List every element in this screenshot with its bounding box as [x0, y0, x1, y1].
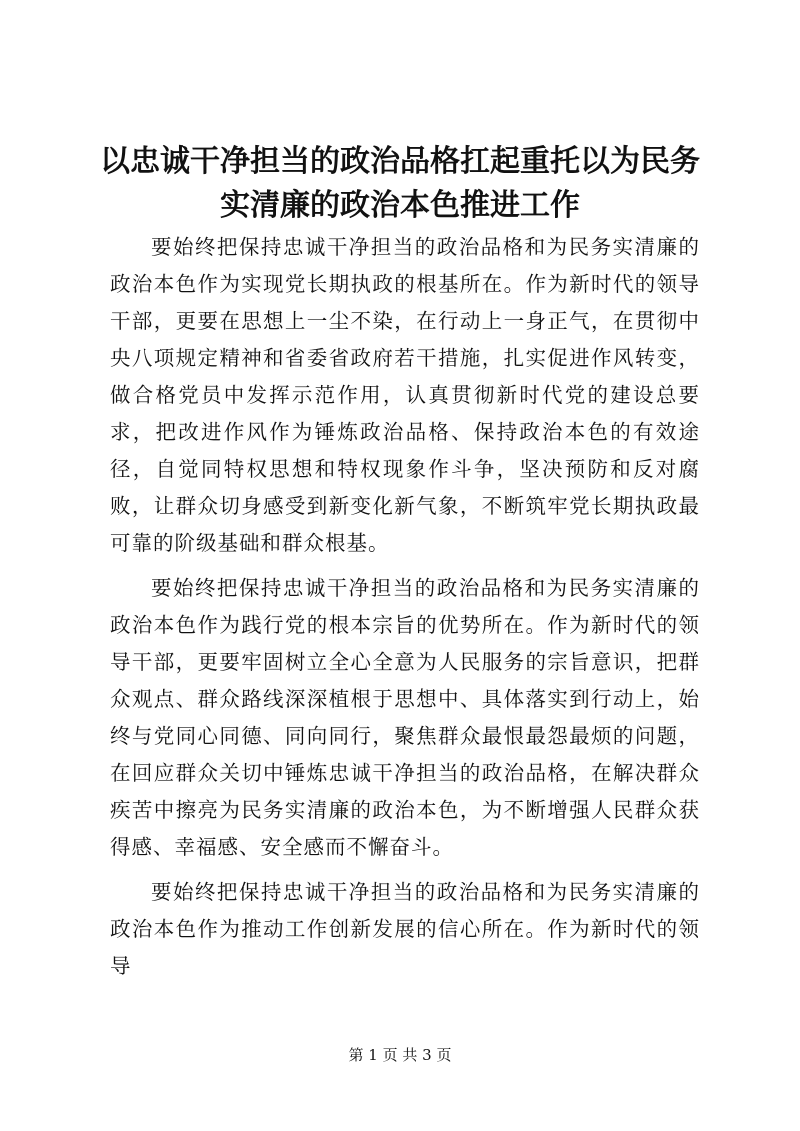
- paragraph-2: 要始终把保持忠诚干净担当的政治品格和为民务实清廉的政治本色作为践行党的根本宗旨的优势所在。作为新时代的领导干部，更要牢固树立全心全意为人民服务的宗旨意识，把群众观点、群众路线深深植根于思想中、具体落实到行动上，始终与党同心同德、同向同行，聚焦群众最恨最怨最烦的问题，在回应群众关切中锤炼忠诚干净担当的政治品格，在解决群众疾苦中擦亮为民务实清廉的政治本色，为不断增强人民群众获得感、幸福感、安全感而不懈奋斗。: [110, 576, 700, 859]
- document-body: [110, 229, 700, 993]
- paragraph-3: 要始终把保持忠诚干净担当的政治品格和为民务实清廉的政治本色作为推动工作创新发展的信心所在。作为新时代的领导: [110, 880, 700, 978]
- page-number-footer: 第 1 页 共 3 页: [348, 1046, 452, 1064]
- paragraph-1: 要始终把保持忠诚干净担当的政治品格和为民务实清廉的政治本色作为实现党长期执政的根基所在。作为新时代的领导干部，更要在思想上一尘不染，在行动上一身正气，在贯彻中央八项规定精神和省委省政府若干措施，扎实促进作风转变，做合格党员中发挥示范作用，认真贯彻新时代党的建设总要求，把改进作风作为锤炼政治品格、保持政治本色的有效途径，自觉同特权思想和特权现象作斗争，坚决预防和反对腐败，让群众切身感受到新变化新气象，不断筑牢党长期执政最可靠的阶级基础和群众根基。: [110, 235, 700, 555]
- document-title: 以忠诚干净担当的政治品格扛起重托以为民务实清廉的政治本色推进工作: [100, 144, 700, 223]
